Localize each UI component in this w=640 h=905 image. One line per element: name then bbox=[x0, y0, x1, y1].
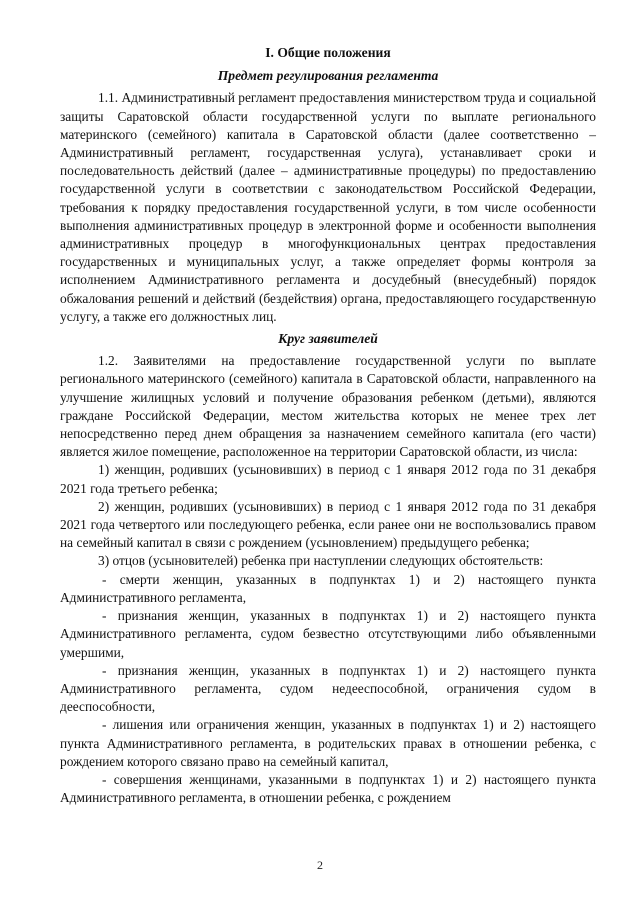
section-title: I. Общие положения bbox=[265, 45, 391, 60]
subsection-title-subject: Предмет регулирования регламента bbox=[217, 68, 439, 84]
list-item-2: 2) женщин, родивших (усыновивших) в период с 1 января 2012 года по 31 декабря 2021 года четвертого или последующего ребенка, если ранее они не воспользовались правом на семейный капитал в связи с рождением (усыновлением) предыдущего ребенка; bbox=[60, 498, 596, 551]
list-item-1: 1) женщин, родивших (усыновивших) в период с 1 января 2012 года по 31 декабря 2021 года третьего ребенка; bbox=[60, 462, 596, 496]
dash-item-1: - смерти женщин, указанных в подпунктах 1) и 2) настоящего пункта Административного регламента, bbox=[60, 571, 596, 605]
subsection-title-applicants: Круг заявителей bbox=[278, 331, 378, 347]
dash-item-4: - лишения или ограничения женщин, указанных в подпунктах 1) и 2) настоящего пункта Административного регламента, в родительских правах в отношении ребенка, с рождением которого связано право на семейный капитал, bbox=[60, 717, 596, 769]
dash-item-3: - признания женщин, указанных в подпунктах 1) и 2) настоящего пункта Административного регламента, судом недееспособной, ограничения судом в дееспособности, bbox=[60, 662, 596, 715]
paragraph-1-2: 1.2. Заявителями на предоставление государственной услуги по выплате регионального материнского (семейного) капитала в Саратовской области, направленного на улучшение жилищных условий и получение образования ребенком (детьми), являются граждане Российской Федерации, местом жительства которых не менее трех лет непосредственно перед днем обращения за назначением семейного капитала (его части) является жилое помещение, расположенное на территории Саратовской области, из числа: bbox=[60, 353, 596, 460]
dash-item-2: - признания женщин, указанных в подпунктах 1) и 2) настоящего пункта Административного регламента, судом безвестно отсутствующими либо объявленными умершими, bbox=[60, 608, 596, 660]
list-item-3: 3) отцов (усыновителей) ребенка при наступлении следующих обстоятельств: bbox=[98, 553, 544, 569]
dash-item-5: - совершения женщинами, указанными в подпунктах 1) и 2) настоящего пункта Административного регламента, в отношении ребенка, с рождением bbox=[60, 771, 596, 806]
document-page bbox=[60, 44, 596, 807]
page-number: 2 bbox=[317, 858, 323, 872]
paragraph-1-1: 1.1. Административный регламент предоставления министерством труда и социальной защиты Саратовской области государственной услуги по выплате регионального материнского (семейного) капитала в Саратовской области (далее соответственно – Административный регламент, государственная услуга), устанавливает сроки и последовательность действий (далее – административные процедуры) по предоставлению государственной услуги в соответствии с законодательством Российской Федерации, требования к порядку предоставления государственной услуги, в том числе особенности выполнения административных процедур в электронной форме и особенности выполнения административных процедур в многофункциональных центрах предоставления государственных и муниципальных услуг, а также определяет формы контроля за исполнением Административного регламента и досудебный (внесудебный) порядок обжалования решений и действий (бездействия) органа, предоставляющего государственную услугу, а также его должностных лиц. bbox=[60, 90, 596, 324]
